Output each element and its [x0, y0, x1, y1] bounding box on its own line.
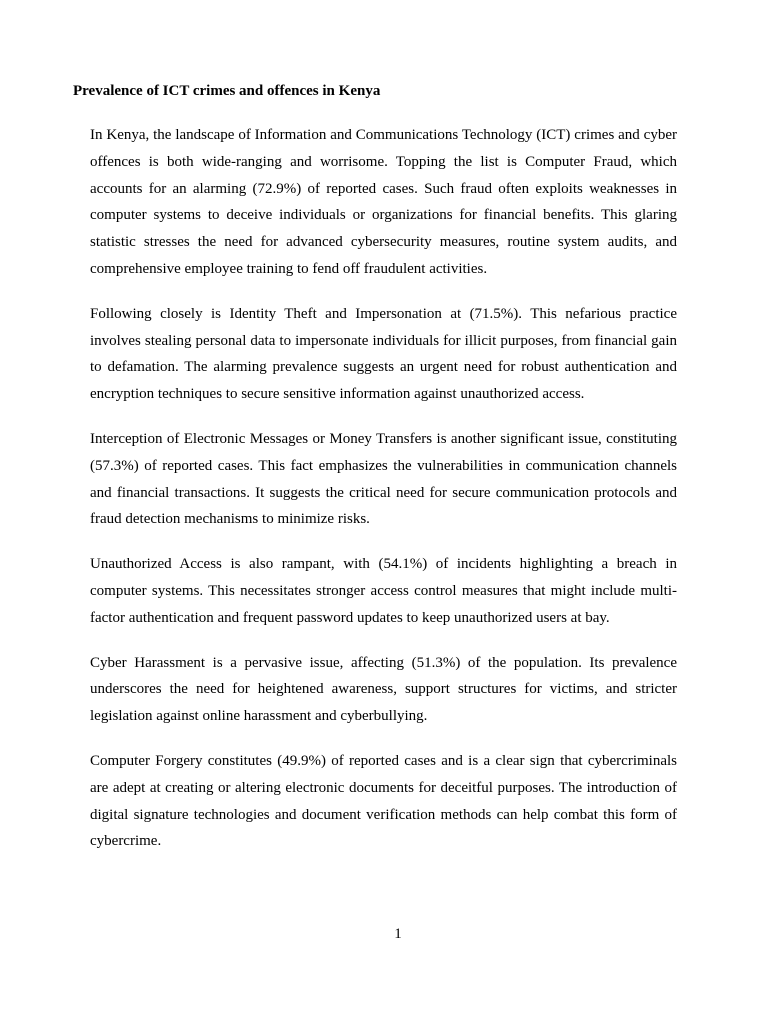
paragraph-cyber-harassment: Cyber Harassment is a pervasive issue, affecting (51.3%) of the population. Its prevalence underscores the need for heightened awareness, support structures for victims, and stricter legislation against online harassment and cyberbullying. — [90, 654, 677, 725]
paragraph-interception: Interception of Electronic Messages or Money Transfers is another significant issue, constituting (57.3%) of reported cases. This fact emphasizes the vulnerabilities in communication channels and financial transactions. It suggests the critical need for secure communication protocols and fraud detection mechanisms to minimize risks. — [90, 430, 677, 528]
paragraph-computer-fraud: In Kenya, the landscape of Information and Communications Technology (ICT) crimes and cyber offences is both wide-ranging and worrisome. Topping the list is Computer Fraud, which accounts for an alarming (72.9%) of reported cases. Such fraud often exploits weaknesses in computer systems to deceive individuals or organizations for financial benefits. This glaring statistic stresses the need for advanced cybersecurity measures, routine system audits, and comprehensive employee training to fend off fraudulent activities. — [90, 127, 677, 277]
paragraph-unauthorized-access: Unauthorized Access is also rampant, with (54.1%) of incidents highlighting a breach in computer systems. This necessitates stronger access control measures that might include multi-factor authentication and frequent password updates to keep unauthorized users at bay. — [90, 556, 677, 626]
paragraph-identity-theft: Following closely is Identity Theft and Impersonation at (71.5%). This nefarious practice involves stealing personal data to impersonate individuals for illicit purposes, from financial gain to defamation. The alarming prevalence suggests an urgent need for robust authentication and encryption techniques to secure sensitive information against unauthorized access. — [90, 305, 677, 403]
page-number: 1 — [394, 926, 402, 942]
paragraph-computer-forgery: Computer Forgery constitutes (49.9%) of reported cases and is a clear sign that cybercriminals are adept at creating or altering electronic documents for deceitful purposes. The introduction of digital signature technologies and document verification methods can help combat this form of cybercrime. — [90, 752, 677, 850]
section-heading: Prevalence of ICT crimes and offences in Kenya — [73, 83, 381, 99]
body-text — [90, 122, 677, 873]
